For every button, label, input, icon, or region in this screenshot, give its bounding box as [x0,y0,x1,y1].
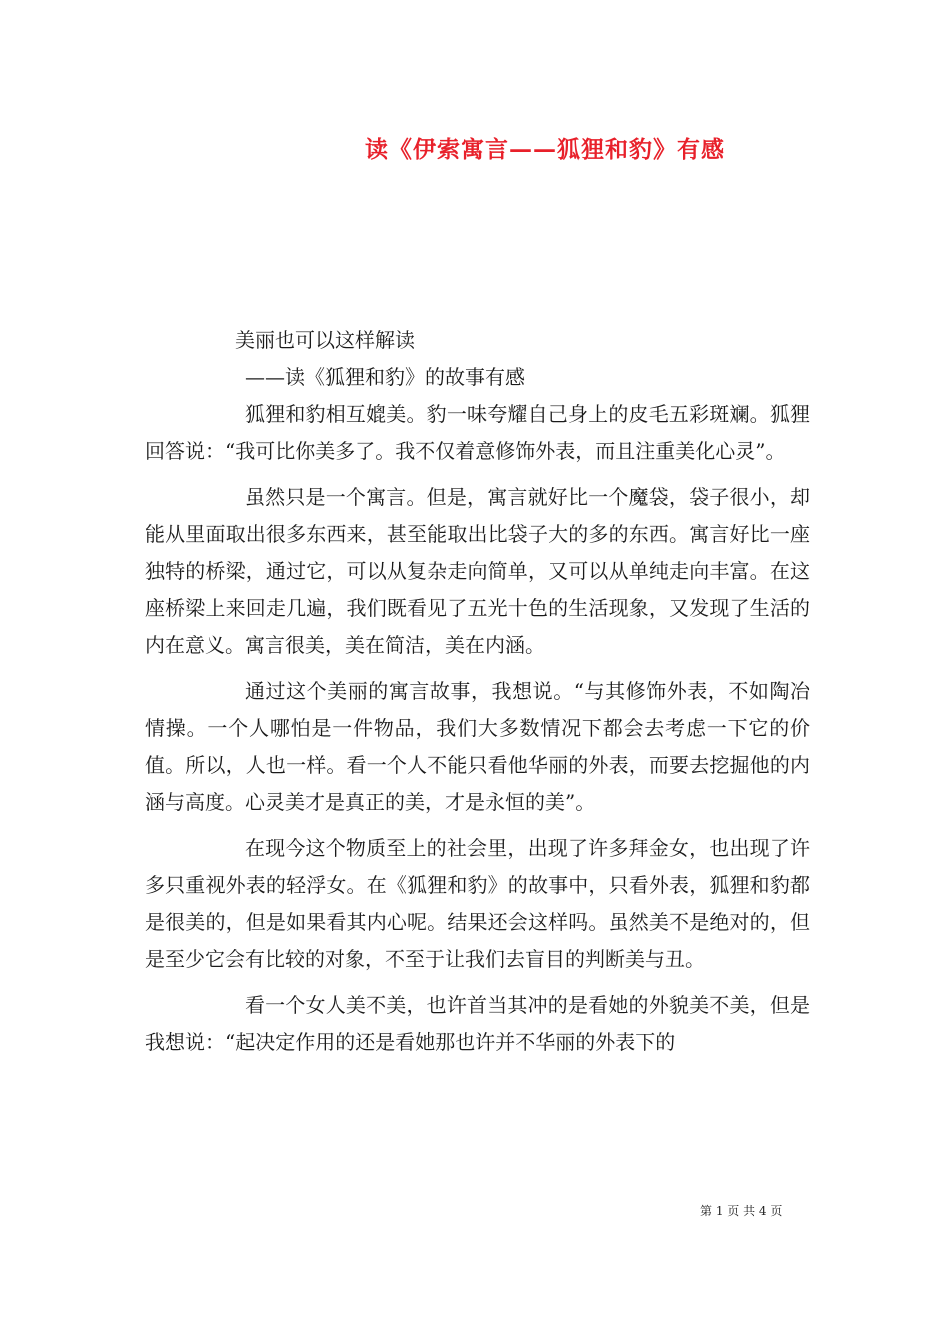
paragraph: 通过这个美丽的寓言故事，我想说。“与其修饰外表，不如陶冶情操。一个人哪怕是一件物品，我们大多数情况下都会去考虑一下它的价值。所以，人也一样。看一个人不能只看他华丽的外表，而要去挖掘他的内涵与高度。心灵美才是真正的美，才是永恒的美”。 [145,679,810,814]
subtitle-main: 美丽也可以这样解读 [235,328,415,352]
subtitle-secondary: ——读《狐狸和豹》的故事有感 [245,365,525,389]
paragraph: 在现今这个物质至上的社会里，出现了许多拜金女，也出现了许多只重视外表的轻浮女。在《狐狸和豹》的故事中，只看外表，狐狸和豹都是很美的，但是如果看其内心呢。结果还会这样吗。虽然美不是绝对的，但是至少它会有比较的对象，不至于让我们去盲目的判断美与丑。 [145,836,810,971]
paragraph: 虽然只是一个寓言。但是，寓言就好比一个魔袋，袋子很小，却能从里面取出很多东西来，甚至能取出比袋子大的多的东西。寓言好比一座独特的桥梁，通过它，可以从复杂走向简单，又可以从单纯走向丰富。在这座桥梁上来回走几遍，我们既看见了五光十色的生活现象，又发现了生活的内在意义。寓言很美，美在简洁，美在内涵。 [145,485,810,657]
document-title: 读《伊索寓言——狐狸和豹》有感 [365,136,725,163]
page-number-footer: 第 1 页 共 4 页 [700,1204,783,1218]
paragraph: 狐狸和豹相互媲美。豹一味夸耀自己身上的皮毛五彩斑斓。狐狸回答说：“我可比你美多了。我不仅着意修饰外表，而且注重美化心灵”。 [145,402,810,463]
paragraph: 看一个女人美不美，也许首当其冲的是看她的外貌美不美，但是我想说：“起决定作用的还是看她那也许并不华丽的外表下的 [145,993,810,1054]
document-body [145,322,810,1061]
